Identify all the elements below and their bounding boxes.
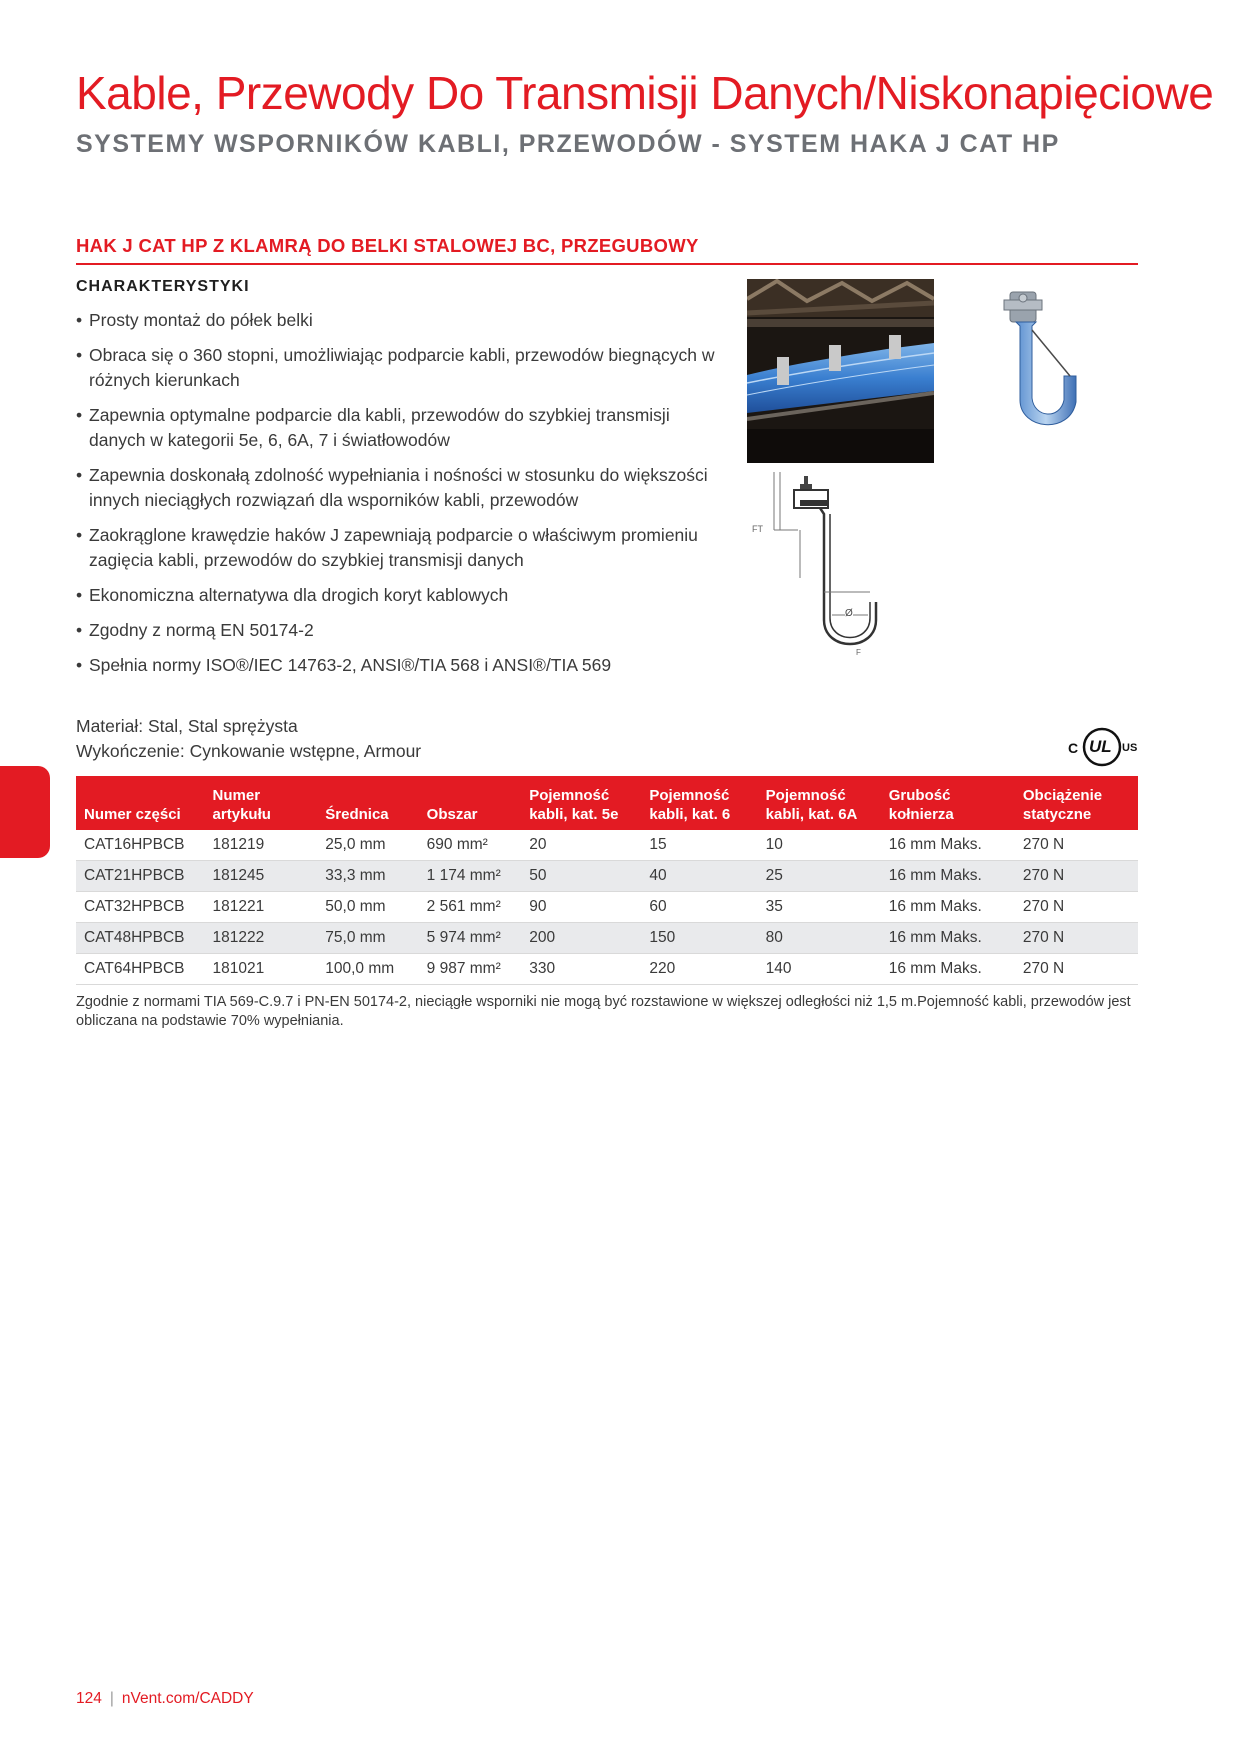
table-cell: CAT16HPBCB bbox=[76, 830, 205, 861]
column-header-line: kabli, kat. 5e bbox=[529, 806, 619, 823]
table-cell: 181021 bbox=[205, 954, 318, 985]
specifications-table bbox=[76, 776, 1138, 985]
column-header-line: Obszar bbox=[426, 806, 478, 823]
installation-photo bbox=[747, 279, 934, 463]
table-row bbox=[76, 861, 1138, 892]
table-cell: 690 mm² bbox=[419, 830, 522, 861]
feature-text: Obraca się o 360 stopni, umożliwiając podparcie kabli, przewodów biegnących w różnych kierunkach bbox=[89, 345, 715, 390]
table-cell: 75,0 mm bbox=[317, 923, 418, 954]
table-cell: 330 bbox=[521, 954, 641, 985]
table-cell: 100,0 mm bbox=[317, 954, 418, 985]
features-list bbox=[76, 308, 726, 688]
feature-text: Zgodny z normą EN 50174-2 bbox=[89, 620, 314, 640]
side-tab-marker bbox=[0, 766, 50, 858]
table-header-row bbox=[76, 776, 1138, 830]
bullet: • bbox=[76, 310, 83, 330]
feature-item bbox=[76, 403, 726, 453]
column-header-line bbox=[84, 786, 199, 805]
table-row bbox=[76, 954, 1138, 985]
material-info bbox=[76, 714, 421, 764]
footer-link[interactable]: nVent.com/CADDY bbox=[121, 1690, 254, 1707]
bullet: • bbox=[76, 585, 83, 605]
page-footer bbox=[76, 1690, 254, 1708]
table-cell: 33,3 mm bbox=[317, 861, 418, 892]
table-cell: 200 bbox=[521, 923, 641, 954]
table-cell: CAT64HPBCB bbox=[76, 954, 205, 985]
table-cell: 10 bbox=[758, 830, 881, 861]
ul-us-letters: US bbox=[1122, 742, 1138, 754]
table-cell: 16 mm Maks. bbox=[881, 861, 1015, 892]
table-cell: 50,0 mm bbox=[317, 892, 418, 923]
table-cell: 15 bbox=[641, 830, 757, 861]
table-cell: 181219 bbox=[205, 830, 318, 861]
feature-item bbox=[76, 343, 726, 393]
table-cell: 20 bbox=[521, 830, 641, 861]
dimension-diagram bbox=[752, 470, 880, 665]
diagram-label-diameter: Ø bbox=[845, 608, 853, 619]
table-body bbox=[76, 830, 1138, 985]
product-image bbox=[990, 290, 1090, 440]
feature-text: Spełnia normy ISO®/IEC 14763-2, ANSI®/TIA 568 i ANSI®/TIA 569 bbox=[89, 655, 612, 675]
feature-item bbox=[76, 308, 726, 333]
table-cell: 270 N bbox=[1015, 923, 1138, 954]
table-cell: 181222 bbox=[205, 923, 318, 954]
column-header-line bbox=[427, 786, 516, 805]
column-header-line: kabli, kat. 6A bbox=[765, 806, 858, 823]
diagram-label-ft: FT bbox=[752, 524, 763, 534]
column-header bbox=[521, 776, 641, 830]
table-cell: 181245 bbox=[205, 861, 318, 892]
table-cell: 50 bbox=[521, 861, 641, 892]
column-header bbox=[758, 776, 881, 830]
bullet: • bbox=[76, 525, 83, 545]
table-cell: 90 bbox=[521, 892, 641, 923]
table-cell: 60 bbox=[641, 892, 757, 923]
table-cell: 16 mm Maks. bbox=[881, 830, 1015, 861]
bullet: • bbox=[76, 345, 83, 365]
column-header-line: Numer części bbox=[84, 806, 181, 823]
table-cell: 140 bbox=[758, 954, 881, 985]
feature-text: Prosty montaż do półek belki bbox=[89, 310, 313, 330]
table-cell: 16 mm Maks. bbox=[881, 892, 1015, 923]
table-cell: 16 mm Maks. bbox=[881, 923, 1015, 954]
bullet: • bbox=[76, 620, 83, 640]
column-header bbox=[419, 776, 522, 830]
column-header-line: artykułu bbox=[212, 806, 271, 823]
table-cell: 2 561 mm² bbox=[419, 892, 522, 923]
table-cell: 25,0 mm bbox=[317, 830, 418, 861]
table-cell: 5 974 mm² bbox=[419, 923, 522, 954]
table-cell: CAT32HPBCB bbox=[76, 892, 205, 923]
feature-text: Zaokrąglone krawędzie haków J zapewniają podparcie o właściwym promieniu zagięcia kabli, przewodów do szybkiej transmisji danych bbox=[89, 525, 698, 570]
ul-c-letter: C bbox=[1068, 740, 1079, 756]
bullet: • bbox=[76, 405, 83, 425]
column-header-line: statyczne bbox=[1022, 806, 1092, 823]
table-row bbox=[76, 892, 1138, 923]
bullet: • bbox=[76, 465, 83, 485]
table-cell: CAT48HPBCB bbox=[76, 923, 205, 954]
feature-text: Zapewnia optymalne podparcie dla kabli, przewodów do szybkiej transmisji danych w kategorii 5e, 6, 6A, 7 i światłowodów bbox=[89, 405, 670, 450]
feature-item bbox=[76, 463, 726, 513]
column-header-line: Pojemność bbox=[529, 787, 610, 804]
bullet: • bbox=[76, 655, 83, 675]
table-cell: 1 174 mm² bbox=[419, 861, 522, 892]
column-header-line bbox=[325, 786, 412, 805]
page-title: Kable, Przewody Do Transmisji Danych/Niskonapięciowe bbox=[76, 67, 1214, 119]
features-heading: CHARAKTERYSTYKI bbox=[76, 278, 250, 295]
footer-separator: | bbox=[109, 1690, 114, 1707]
ul-letters: UL bbox=[1089, 737, 1112, 756]
column-header-line: Pojemność bbox=[649, 787, 730, 804]
feature-text: Zapewnia doskonałą zdolność wypełniania i nośności w stosunku do większości innych nieciągłych rozwiązań dla wsporników kabli, przewodów bbox=[89, 465, 708, 510]
column-header-line: Obciążenie bbox=[1022, 787, 1103, 804]
feature-item bbox=[76, 523, 726, 573]
page-number: 124 bbox=[76, 1690, 102, 1707]
material-line: Materiał: Stal, Stal sprężysta bbox=[76, 716, 298, 736]
column-header-line: kabli, kat. 6 bbox=[649, 806, 731, 823]
column-header-line: kołnierza bbox=[888, 806, 954, 823]
page-subtitle: SYSTEMY WSPORNIKÓW KABLI, PRZEWODÓW - SYSTEM HAKA J CAT HP bbox=[76, 130, 1060, 158]
feature-text: Ekonomiczna alternatywa dla drogich koryt kablowych bbox=[89, 585, 509, 605]
column-header-line: Pojemność bbox=[765, 787, 846, 804]
table-cell: 80 bbox=[758, 923, 881, 954]
section-title: HAK J CAT HP Z KLAMRĄ DO BELKI STALOWEJ BC, PRZEGUBOWY bbox=[76, 235, 1138, 265]
table-row bbox=[76, 830, 1138, 861]
column-header bbox=[76, 776, 205, 830]
table-cell: 181221 bbox=[205, 892, 318, 923]
table-cell: 25 bbox=[758, 861, 881, 892]
column-header-line: Średnica bbox=[325, 806, 389, 823]
table-cell: 270 N bbox=[1015, 892, 1138, 923]
column-header bbox=[1015, 776, 1138, 830]
table-cell: 270 N bbox=[1015, 830, 1138, 861]
table-cell: 270 N bbox=[1015, 954, 1138, 985]
table-cell: 150 bbox=[641, 923, 757, 954]
column-header bbox=[205, 776, 318, 830]
table-cell: CAT21HPBCB bbox=[76, 861, 205, 892]
ul-certification-mark bbox=[1062, 726, 1142, 768]
column-header-line: Grubość bbox=[888, 787, 951, 804]
column-header bbox=[641, 776, 757, 830]
column-header bbox=[317, 776, 418, 830]
table-cell: 16 mm Maks. bbox=[881, 954, 1015, 985]
column-header bbox=[881, 776, 1015, 830]
feature-item bbox=[76, 583, 726, 608]
feature-item bbox=[76, 653, 726, 678]
feature-item bbox=[76, 618, 726, 643]
table-cell: 220 bbox=[641, 954, 757, 985]
footnote: Zgodnie z normami TIA 569-C.9.7 i PN-EN 50174-2, nieciągłe wsporniki nie mogą być rozstawione w większej odległości niż 1,5 m.Pojemność kabli, przewodów jest obliczana na podstawie 70% wypełniania. bbox=[76, 994, 1131, 1029]
table-cell: 9 987 mm² bbox=[419, 954, 522, 985]
table-cell: 270 N bbox=[1015, 861, 1138, 892]
table-cell: 35 bbox=[758, 892, 881, 923]
table-row bbox=[76, 923, 1138, 954]
table-cell: 40 bbox=[641, 861, 757, 892]
diagram-label-f: F bbox=[856, 648, 861, 657]
column-header-line: Numer bbox=[212, 787, 261, 804]
finish-line: Wykończenie: Cynkowanie wstępne, Armour bbox=[76, 741, 422, 761]
